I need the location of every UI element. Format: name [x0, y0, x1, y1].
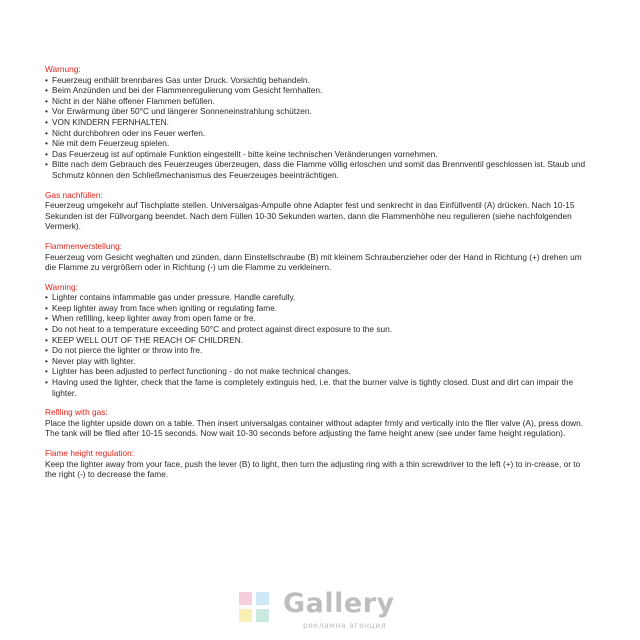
warning-list-de: [45, 75, 593, 181]
list-item: • Do not heat to a temperature exceeding 50°C and protect against direct exposure to the sun.: [45, 324, 593, 335]
gallery-logo-icon: [239, 592, 269, 622]
list-item: • Das Feuerzeug ist auf optimale Funktion eingestellt - bitte keine technischen Veränderungen vornehmen.: [45, 149, 593, 160]
section-warnung: [45, 64, 593, 181]
list-item: • When refilling, keep lighter away from open fame or fre.: [45, 313, 593, 324]
instruction-document: [45, 64, 593, 489]
section-heading: Gas nachfüllen:: [45, 189, 103, 200]
list-item: • Lighter contains infammable gas under pressure. Handle carefully.: [45, 292, 593, 303]
list-item: • KEEP WELL OUT OF THE REACH OF CHILDREN.: [45, 335, 593, 346]
list-item: • VON KINDERN FERNHALTEN.: [45, 117, 593, 128]
section-paragraph: Feuerzeug umgekehr auf Tischplatte stellen. Universalgas-Ampulle ohne Adapter fest und senkrecht in das Einfüllventil (A) drücken. Nach 10-15 Sekunden ist der Füllvorgang beendet. Nach dem Füllen 10-30 Sekunden warten, dann die Flammenhöhe neu regulieren (siehe nachfolgenden Vermerk).: [45, 200, 575, 232]
list-item: • Nicht durchbohren oder ins Feuer werfen.: [45, 128, 593, 139]
section-paragraph: Feuerzeug vom Gesicht weghalten und zünden, dann Einstellschraube (B) mit kleinem Schraubenzieher oder der Hand in Richtung (+) drehen um die Flamme zu vergrößern oder in Richtung (-) um die Flamme zu verkleinern.: [45, 251, 582, 273]
section-flame-height: [45, 448, 593, 480]
section-heading: Flammenverstellung:: [45, 240, 123, 251]
list-item: • Nicht in der Nähe offener Flammen befüllen.: [45, 96, 593, 107]
section-paragraph: Place the lighter upside down on a table. Then insert universalgas container without adapter frmly and vertically into the fller valve (A), press down. The tank will be flled after 10-15 seconds. Now wait 10-30 seconds before adjusting the fame height anew (see under fame height regulation).: [45, 417, 584, 439]
list-item: • Beim Anzünden und bei der Flammenregulierung vom Gesicht fernhalten.: [45, 85, 593, 96]
list-item: • Keep lighter away from face when igniting or regulating fame.: [45, 303, 593, 314]
list-item: • Nie mit dem Feuerzeug spielen.: [45, 138, 593, 149]
section-paragraph: Keep the lighter away from your face, push the lever (B) to light, then turn the adjusting ring with a thin screwdriver to the left (+) to in-crease, or to the right (-) to decrease the fame.: [45, 458, 581, 480]
section-heading: Reflling with gas:: [45, 407, 108, 418]
section-warning: [45, 282, 593, 399]
list-item: • Vor Erwärmung über 50°C und längerer Sonneneinstrahlung schützen.: [45, 106, 593, 117]
warning-list-en: [45, 292, 593, 398]
list-item: • Lighter has been adjusted to perfect functioning - do not make technical changes.: [45, 366, 593, 377]
section-refilling: [45, 407, 593, 439]
section-flammenverstellung: [45, 241, 593, 273]
section-heading: Warnung:: [45, 64, 81, 74]
list-item: • Do not pierce the lighter or throw into fre.: [45, 345, 593, 356]
section-heading: Flame height regulation:: [45, 448, 135, 458]
list-item: • Having used the lighter, check that the fame is completely extinguis hed, i.e. that the burner valve is tightly closed. Dust and dirt can impair the lighter.: [45, 377, 593, 398]
watermark-subtitle: рекламна агенция: [303, 621, 386, 630]
section-heading: Warning:: [45, 281, 78, 292]
section-gas-nachfuellen: [45, 190, 593, 232]
watermark-title: Gallery: [283, 588, 395, 619]
list-item: • Bitte nach dem Gebrauch des Feuerzeuges überzeugen, dass die Flamme völlig erloschen und somit das Brennventil geschlossen ist. Staub und Schmutz können den Schließmechanismus des Feuerzeuges beeinträchtigen.: [45, 159, 593, 180]
list-item: • Never play with lighter.: [45, 356, 593, 367]
gallery-watermark: [0, 588, 640, 632]
list-item: • Feuerzeug enthält brennbares Gas unter Druck. Vorsichtig behandeln.: [45, 75, 593, 86]
